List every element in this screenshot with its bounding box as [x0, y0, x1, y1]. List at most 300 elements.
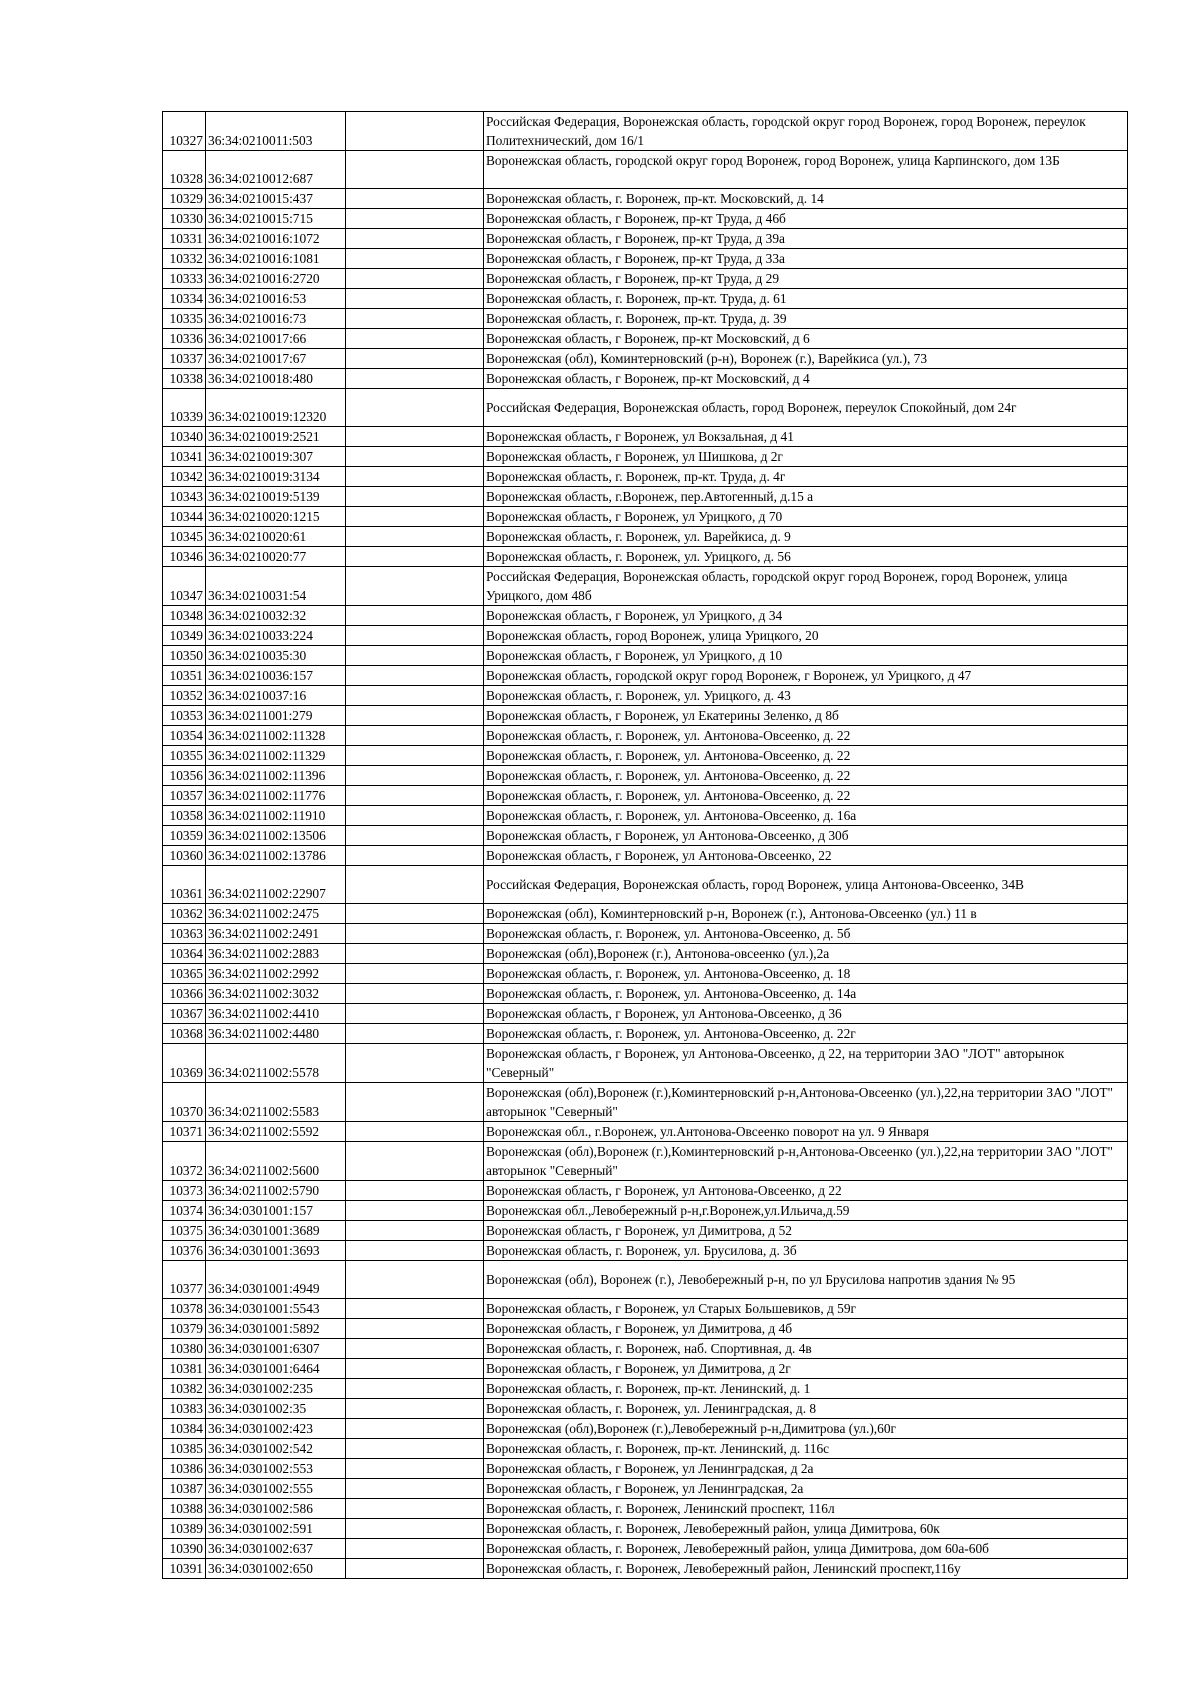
- address-cell: Воронежская область, г Воронеж, ул Димитрова, д 4б: [484, 1319, 1128, 1339]
- cadastral-number-cell: 36:34:0210017:67: [206, 349, 346, 369]
- address-cell: Воронежская область, г Воронеж, ул Ленинградская, 2а: [484, 1479, 1128, 1499]
- empty-cell: [346, 1519, 484, 1539]
- table-row: [163, 507, 1128, 527]
- table-row: [163, 547, 1128, 567]
- table-row: [163, 944, 1128, 964]
- table-row: [163, 487, 1128, 507]
- empty-cell: [346, 1419, 484, 1439]
- row-number-cell: 10390: [163, 1539, 206, 1559]
- table-row: [163, 349, 1128, 369]
- address-cell: Воронежская область, г. Воронеж, пр-кт. Ленинский, д. 116с: [484, 1439, 1128, 1459]
- table-row: [163, 112, 1128, 151]
- empty-cell: [346, 726, 484, 746]
- empty-cell: [346, 1479, 484, 1499]
- empty-cell: [346, 209, 484, 229]
- row-number-cell: 10332: [163, 249, 206, 269]
- row-number-cell: 10328: [163, 151, 206, 189]
- empty-cell: [346, 1221, 484, 1241]
- empty-cell: [346, 1201, 484, 1221]
- address-cell: Воронежская область, г Воронеж, ул Антонова-Овсеенко, 22: [484, 846, 1128, 866]
- table-row: [163, 1519, 1128, 1539]
- row-number-cell: 10330: [163, 209, 206, 229]
- table-row: [163, 1559, 1128, 1579]
- row-number-cell: 10338: [163, 369, 206, 389]
- address-cell: Воронежская область, г. Воронеж, пр-кт. Труда, д. 61: [484, 289, 1128, 309]
- cadastral-number-cell: 36:34:0210016:2720: [206, 269, 346, 289]
- table-row: [163, 1299, 1128, 1319]
- empty-cell: [346, 547, 484, 567]
- empty-cell: [346, 1004, 484, 1024]
- empty-cell: [346, 666, 484, 686]
- address-cell: Воронежская область, г. Воронеж, наб. Спортивная, д. 4в: [484, 1339, 1128, 1359]
- address-cell: Воронежская область, город Воронеж, улица Урицкого, 20: [484, 626, 1128, 646]
- empty-cell: [346, 229, 484, 249]
- address-cell: Воронежская (обл), Воронеж (г.), Левобережный р-н, по ул Брусилова напротив здания № 95: [484, 1261, 1128, 1299]
- row-number-cell: 10343: [163, 487, 206, 507]
- row-number-cell: 10373: [163, 1181, 206, 1201]
- row-number-cell: 10356: [163, 766, 206, 786]
- table-row: [163, 1399, 1128, 1419]
- row-number-cell: 10358: [163, 806, 206, 826]
- empty-cell: [346, 1379, 484, 1399]
- cadastral-number-cell: 36:34:0211002:3032: [206, 984, 346, 1004]
- table-row: [163, 309, 1128, 329]
- row-number-cell: 10355: [163, 746, 206, 766]
- table-row: [163, 467, 1128, 487]
- cadastral-number-cell: 36:34:0211002:5600: [206, 1142, 346, 1181]
- cadastral-number-cell: 36:34:0211002:13506: [206, 826, 346, 846]
- address-cell: Российская Федерация, Воронежская область, городской округ город Воронеж, город Воронеж, переулок Политехнический, дом 16/1: [484, 112, 1128, 151]
- address-cell: Российская Федерация, Воронежская область, город Воронеж, улица Антонова-Овсеенко, 34В: [484, 866, 1128, 904]
- empty-cell: [346, 1399, 484, 1419]
- empty-cell: [346, 1299, 484, 1319]
- cadastral-number-cell: 36:34:0211002:5790: [206, 1181, 346, 1201]
- address-cell: Российская Федерация, Воронежская область, городской округ город Воронеж, город Воронеж, улица Урицкого, дом 48б: [484, 567, 1128, 606]
- empty-cell: [346, 427, 484, 447]
- empty-cell: [346, 249, 484, 269]
- empty-cell: [346, 1241, 484, 1261]
- empty-cell: [346, 746, 484, 766]
- table-row: [163, 846, 1128, 866]
- address-cell: Воронежская (обл),Воронеж (г.), Антонова-овсеенко (ул.),2а: [484, 944, 1128, 964]
- address-cell: Российская Федерация, Воронежская область, город Воронеж, переулок Спокойный, дом 24г: [484, 389, 1128, 427]
- address-cell: Воронежская область, г Воронеж, ул Урицкого, д 34: [484, 606, 1128, 626]
- table-row: [163, 1339, 1128, 1359]
- cadastral-number-cell: 36:34:0210036:157: [206, 666, 346, 686]
- cadastral-number-cell: 36:34:0210019:12320: [206, 389, 346, 427]
- row-number-cell: 10391: [163, 1559, 206, 1579]
- address-cell: Воронежская область, г. Воронеж, ул. Урицкого, д. 43: [484, 686, 1128, 706]
- cadastral-number-cell: 36:34:0210020:1215: [206, 507, 346, 527]
- cadastral-number-cell: 36:34:0210016:53: [206, 289, 346, 309]
- table-row: [163, 1221, 1128, 1241]
- table-row: [163, 1459, 1128, 1479]
- table-row: [163, 606, 1128, 626]
- cadastral-number-cell: 36:34:0211002:11910: [206, 806, 346, 826]
- address-cell: Воронежская область, г Воронеж, ул Димитрова, д 2г: [484, 1359, 1128, 1379]
- table-row: [163, 567, 1128, 606]
- address-cell: Воронежская область, г Воронеж, пр-кт Труда, д 46б: [484, 209, 1128, 229]
- address-cell: Воронежская область, городской округ город Воронеж, г Воронеж, ул Урицкого, д 47: [484, 666, 1128, 686]
- cadastral-number-cell: 36:34:0211002:11328: [206, 726, 346, 746]
- empty-cell: [346, 984, 484, 1004]
- row-number-cell: 10336: [163, 329, 206, 349]
- empty-cell: [346, 964, 484, 984]
- row-number-cell: 10354: [163, 726, 206, 746]
- address-cell: Воронежская область, г Воронеж, ул Антонова-Овсеенко, д 30б: [484, 826, 1128, 846]
- row-number-cell: 10383: [163, 1399, 206, 1419]
- empty-cell: [346, 1261, 484, 1299]
- row-number-cell: 10352: [163, 686, 206, 706]
- table-row: [163, 447, 1128, 467]
- empty-cell: [346, 904, 484, 924]
- empty-cell: [346, 1142, 484, 1181]
- empty-cell: [346, 806, 484, 826]
- cadastral-number-cell: 36:34:0211002:11776: [206, 786, 346, 806]
- row-number-cell: 10374: [163, 1201, 206, 1221]
- cadastral-number-cell: 36:34:0210011:503: [206, 112, 346, 151]
- empty-cell: [346, 1122, 484, 1142]
- empty-cell: [346, 846, 484, 866]
- address-cell: Воронежская область, г. Воронеж, ул. Ленинградская, д. 8: [484, 1399, 1128, 1419]
- address-cell: Воронежская область, г. Воронеж, ул. Антонова-Овсеенко, д. 18: [484, 964, 1128, 984]
- empty-cell: [346, 467, 484, 487]
- row-number-cell: 10382: [163, 1379, 206, 1399]
- registry-table: [162, 111, 1128, 1579]
- address-cell: Воронежская область, г Воронеж, ул Димитрова, д 52: [484, 1221, 1128, 1241]
- cadastral-number-cell: 36:34:0211002:2883: [206, 944, 346, 964]
- cadastral-number-cell: 36:34:0301002:542: [206, 1439, 346, 1459]
- empty-cell: [346, 369, 484, 389]
- address-cell: Воронежская область, г. Воронеж, пр-кт. Труда, д. 39: [484, 309, 1128, 329]
- empty-cell: [346, 686, 484, 706]
- empty-cell: [346, 626, 484, 646]
- empty-cell: [346, 606, 484, 626]
- cadastral-number-cell: 36:34:0210020:77: [206, 547, 346, 567]
- table-row: [163, 646, 1128, 666]
- row-number-cell: 10353: [163, 706, 206, 726]
- table-row: [163, 527, 1128, 547]
- address-cell: Воронежская область, г. Воронеж, ул. Антонова-Овсеенко, д. 22: [484, 786, 1128, 806]
- row-number-cell: 10376: [163, 1241, 206, 1261]
- table-row: [163, 1359, 1128, 1379]
- address-cell: Воронежская область, г. Воронеж, пр-кт. Ленинский, д. 1: [484, 1379, 1128, 1399]
- address-cell: Воронежская область, г Воронеж, ул Вокзальная, д 41: [484, 427, 1128, 447]
- cadastral-number-cell: 36:34:0211002:4410: [206, 1004, 346, 1024]
- address-cell: Воронежская область, г Воронеж, ул Екатерины Зеленко, д 8б: [484, 706, 1128, 726]
- cadastral-number-cell: 36:34:0210016:73: [206, 309, 346, 329]
- cadastral-number-cell: 36:34:0301001:3689: [206, 1221, 346, 1241]
- row-number-cell: 10334: [163, 289, 206, 309]
- cadastral-number-cell: 36:34:0211002:13786: [206, 846, 346, 866]
- row-number-cell: 10357: [163, 786, 206, 806]
- row-number-cell: 10361: [163, 866, 206, 904]
- row-number-cell: 10365: [163, 964, 206, 984]
- table-row: [163, 289, 1128, 309]
- empty-cell: [346, 944, 484, 964]
- cadastral-number-cell: 36:34:0211002:2992: [206, 964, 346, 984]
- cadastral-number-cell: 36:34:0210012:687: [206, 151, 346, 189]
- table-row: [163, 269, 1128, 289]
- row-number-cell: 10359: [163, 826, 206, 846]
- table-row: [163, 1024, 1128, 1044]
- empty-cell: [346, 866, 484, 904]
- row-number-cell: 10347: [163, 567, 206, 606]
- cadastral-number-cell: 36:34:0210016:1072: [206, 229, 346, 249]
- table-row: [163, 686, 1128, 706]
- cadastral-number-cell: 36:34:0301002:235: [206, 1379, 346, 1399]
- row-number-cell: 10360: [163, 846, 206, 866]
- address-cell: Воронежская область, городской округ город Воронеж, город Воронеж, улица Карпинского, дом 13Б: [484, 151, 1128, 189]
- table-row: [163, 746, 1128, 766]
- empty-cell: [346, 1339, 484, 1359]
- empty-cell: [346, 112, 484, 151]
- table-row: [163, 924, 1128, 944]
- table-row: [163, 427, 1128, 447]
- table-row: [163, 151, 1128, 189]
- address-cell: Воронежская обл., г.Воронеж, ул.Антонова-Овсеенко поворот на ул. 9 Января: [484, 1122, 1128, 1142]
- row-number-cell: 10368: [163, 1024, 206, 1044]
- address-cell: Воронежская область, г. Воронеж, ул. Антонова-Овсеенко, д. 22: [484, 766, 1128, 786]
- row-number-cell: 10369: [163, 1044, 206, 1083]
- empty-cell: [346, 1499, 484, 1519]
- empty-cell: [346, 189, 484, 209]
- cadastral-number-cell: 36:34:0301001:4949: [206, 1261, 346, 1299]
- cadastral-number-cell: 36:34:0211002:11396: [206, 766, 346, 786]
- cadastral-number-cell: 36:34:0211002:4480: [206, 1024, 346, 1044]
- empty-cell: [346, 1439, 484, 1459]
- row-number-cell: 10351: [163, 666, 206, 686]
- empty-cell: [346, 646, 484, 666]
- empty-cell: [346, 1319, 484, 1339]
- row-number-cell: 10339: [163, 389, 206, 427]
- table-row: [163, 984, 1128, 1004]
- table-row: [163, 1083, 1128, 1122]
- empty-cell: [346, 1083, 484, 1122]
- empty-cell: [346, 766, 484, 786]
- table-row: [163, 1142, 1128, 1181]
- address-cell: Воронежская область, г Воронеж, ул Урицкого, д 10: [484, 646, 1128, 666]
- row-number-cell: 10342: [163, 467, 206, 487]
- cadastral-number-cell: 36:34:0301001:6464: [206, 1359, 346, 1379]
- empty-cell: [346, 1181, 484, 1201]
- address-cell: Воронежская область, г Воронеж, ул Урицкого, д 70: [484, 507, 1128, 527]
- address-cell: Воронежская (обл),Воронеж (г.),Левобережный р-н,Димитрова (ул.),60г: [484, 1419, 1128, 1439]
- table-row: [163, 1539, 1128, 1559]
- table-row: [163, 389, 1128, 427]
- address-cell: Воронежская область, г Воронеж, ул Антонова-Овсеенко, д 22, на территории ЗАО "ЛОТ" авторынок "Северный": [484, 1044, 1128, 1083]
- cadastral-number-cell: 36:34:0210020:61: [206, 527, 346, 547]
- address-cell: Воронежская область, г. Воронеж, Левобережный район, улица Димитрова, дом 60а-60б: [484, 1539, 1128, 1559]
- cadastral-number-cell: 36:34:0211002:11329: [206, 746, 346, 766]
- table-row: [163, 1319, 1128, 1339]
- empty-cell: [346, 924, 484, 944]
- table-row: [163, 866, 1128, 904]
- address-cell: Воронежская область, г. Воронеж, ул. Варейкиса, д. 9: [484, 527, 1128, 547]
- empty-cell: [346, 309, 484, 329]
- address-cell: Воронежская область, г Воронеж, пр-кт Московский, д 4: [484, 369, 1128, 389]
- table-row: [163, 806, 1128, 826]
- address-cell: Воронежская обл.,Левобережный р-н,г.Воронеж,ул.Ильича,д.59: [484, 1201, 1128, 1221]
- address-cell: Воронежская область, г Воронеж, ул Старых Большевиков, д 59г: [484, 1299, 1128, 1319]
- address-cell: Воронежская область, г.Воронеж, пер.Автогенный, д.15 а: [484, 487, 1128, 507]
- address-cell: Воронежская (обл),Воронеж (г.),Коминтерновский р-н,Антонова-Овсеенко (ул.),22,на территории ЗАО "ЛОТ" авторынок "Северный": [484, 1083, 1128, 1122]
- cadastral-number-cell: 36:34:0210019:2521: [206, 427, 346, 447]
- table-row: [163, 1044, 1128, 1083]
- row-number-cell: 10344: [163, 507, 206, 527]
- cadastral-number-cell: 36:34:0210033:224: [206, 626, 346, 646]
- table-row: [163, 1479, 1128, 1499]
- table-row: [163, 1419, 1128, 1439]
- cadastral-number-cell: 36:34:0211002:5583: [206, 1083, 346, 1122]
- table-row: [163, 249, 1128, 269]
- cadastral-number-cell: 36:34:0301002:650: [206, 1559, 346, 1579]
- cadastral-number-cell: 36:34:0210032:32: [206, 606, 346, 626]
- row-number-cell: 10341: [163, 447, 206, 467]
- row-number-cell: 10375: [163, 1221, 206, 1241]
- address-cell: Воронежская область, г. Воронеж, ул. Урицкого, д. 56: [484, 547, 1128, 567]
- cadastral-number-cell: 36:34:0301002:637: [206, 1539, 346, 1559]
- row-number-cell: 10329: [163, 189, 206, 209]
- empty-cell: [346, 826, 484, 846]
- cadastral-number-cell: 36:34:0210018:480: [206, 369, 346, 389]
- empty-cell: [346, 447, 484, 467]
- cadastral-number-cell: 36:34:0211002:22907: [206, 866, 346, 904]
- row-number-cell: 10372: [163, 1142, 206, 1181]
- cadastral-number-cell: 36:34:0301001:3693: [206, 1241, 346, 1261]
- empty-cell: [346, 527, 484, 547]
- cadastral-number-cell: 36:34:0211002:5592: [206, 1122, 346, 1142]
- cadastral-number-cell: 36:34:0211002:2491: [206, 924, 346, 944]
- empty-cell: [346, 1359, 484, 1379]
- empty-cell: [346, 389, 484, 427]
- cadastral-number-cell: 36:34:0301002:553: [206, 1459, 346, 1479]
- table-row: [163, 1122, 1128, 1142]
- row-number-cell: 10384: [163, 1419, 206, 1439]
- table-row: [163, 904, 1128, 924]
- table-row: [163, 189, 1128, 209]
- empty-cell: [346, 349, 484, 369]
- empty-cell: [346, 706, 484, 726]
- row-number-cell: 10331: [163, 229, 206, 249]
- table-row: [163, 706, 1128, 726]
- table-row: [163, 229, 1128, 249]
- address-cell: Воронежская область, г. Воронеж, ул. Брусилова, д. 3б: [484, 1241, 1128, 1261]
- row-number-cell: 10349: [163, 626, 206, 646]
- table-row: [163, 209, 1128, 229]
- address-cell: Воронежская область, г. Воронеж, Левобережный район, улица Димитрова, 60к: [484, 1519, 1128, 1539]
- table-row: [163, 826, 1128, 846]
- table-row: [163, 1379, 1128, 1399]
- row-number-cell: 10327: [163, 112, 206, 151]
- row-number-cell: 10335: [163, 309, 206, 329]
- address-cell: Воронежская область, г. Воронеж, ул. Антонова-Овсеенко, д. 16а: [484, 806, 1128, 826]
- row-number-cell: 10366: [163, 984, 206, 1004]
- empty-cell: [346, 567, 484, 606]
- row-number-cell: 10333: [163, 269, 206, 289]
- address-cell: Воронежская область, г Воронеж, пр-кт Труда, д 29: [484, 269, 1128, 289]
- table-row: [163, 1004, 1128, 1024]
- table-row: [163, 1439, 1128, 1459]
- cadastral-number-cell: 36:34:0301001:157: [206, 1201, 346, 1221]
- table-row: [163, 766, 1128, 786]
- table-row: [163, 1201, 1128, 1221]
- empty-cell: [346, 1459, 484, 1479]
- empty-cell: [346, 507, 484, 527]
- table-row: [163, 786, 1128, 806]
- table-row: [163, 1181, 1128, 1201]
- row-number-cell: 10379: [163, 1319, 206, 1339]
- cadastral-number-cell: 36:34:0210016:1081: [206, 249, 346, 269]
- cadastral-number-cell: 36:34:0210031:54: [206, 567, 346, 606]
- row-number-cell: 10380: [163, 1339, 206, 1359]
- address-cell: Воронежская область, г. Воронеж, пр-кт. Московский, д. 14: [484, 189, 1128, 209]
- empty-cell: [346, 1044, 484, 1083]
- registry-table-body: [163, 112, 1128, 1579]
- table-row: [163, 726, 1128, 746]
- table-row: [163, 1241, 1128, 1261]
- cadastral-number-cell: 36:34:0210019:3134: [206, 467, 346, 487]
- table-row: [163, 369, 1128, 389]
- address-cell: Воронежская область, г. Воронеж, Левобережный район, Ленинский проспект,116у: [484, 1559, 1128, 1579]
- address-cell: Воронежская область, г Воронеж, ул Антонова-Овсеенко, д 36: [484, 1004, 1128, 1024]
- table-row: [163, 964, 1128, 984]
- cadastral-number-cell: 36:34:0301002:423: [206, 1419, 346, 1439]
- cadastral-number-cell: 36:34:0301002:586: [206, 1499, 346, 1519]
- cadastral-number-cell: 36:34:0210019:307: [206, 447, 346, 467]
- address-cell: Воронежская область, г Воронеж, пр-кт Московский, д 6: [484, 329, 1128, 349]
- address-cell: Воронежская область, г Воронеж, пр-кт Труда, д 33а: [484, 249, 1128, 269]
- empty-cell: [346, 289, 484, 309]
- cadastral-number-cell: 36:34:0301002:555: [206, 1479, 346, 1499]
- address-cell: Воронежская область, г. Воронеж, ул. Антонова-Овсеенко, д. 5б: [484, 924, 1128, 944]
- row-number-cell: 10362: [163, 904, 206, 924]
- cadastral-number-cell: 36:34:0210017:66: [206, 329, 346, 349]
- row-number-cell: 10350: [163, 646, 206, 666]
- cadastral-number-cell: 36:34:0210019:5139: [206, 487, 346, 507]
- row-number-cell: 10363: [163, 924, 206, 944]
- address-cell: Воронежская область, г. Воронеж, пр-кт. Труда, д. 4г: [484, 467, 1128, 487]
- address-cell: Воронежская область, г Воронеж, ул Антонова-Овсеенко, д 22: [484, 1181, 1128, 1201]
- row-number-cell: 10381: [163, 1359, 206, 1379]
- row-number-cell: 10388: [163, 1499, 206, 1519]
- row-number-cell: 10348: [163, 606, 206, 626]
- address-cell: Воронежская область, г. Воронеж, ул. Антонова-Овсеенко, д. 14а: [484, 984, 1128, 1004]
- cadastral-number-cell: 36:34:0211002:5578: [206, 1044, 346, 1083]
- row-number-cell: 10385: [163, 1439, 206, 1459]
- address-cell: Воронежская область, г Воронеж, пр-кт Труда, д 39а: [484, 229, 1128, 249]
- empty-cell: [346, 1539, 484, 1559]
- cadastral-number-cell: 36:34:0210035:30: [206, 646, 346, 666]
- address-cell: Воронежская область, г. Воронеж, ул. Антонова-Овсеенко, д. 22: [484, 746, 1128, 766]
- table-row: [163, 1261, 1128, 1299]
- cadastral-number-cell: 36:34:0211002:2475: [206, 904, 346, 924]
- cadastral-number-cell: 36:34:0211001:279: [206, 706, 346, 726]
- table-row: [163, 1499, 1128, 1519]
- row-number-cell: 10389: [163, 1519, 206, 1539]
- row-number-cell: 10386: [163, 1459, 206, 1479]
- row-number-cell: 10387: [163, 1479, 206, 1499]
- row-number-cell: 10345: [163, 527, 206, 547]
- table-row: [163, 626, 1128, 646]
- table-row: [163, 329, 1128, 349]
- address-cell: Воронежская (обл), Коминтерновский (р-н), Воронеж (г.), Варейкиса (ул.), 73: [484, 349, 1128, 369]
- cadastral-number-cell: 36:34:0301001:6307: [206, 1339, 346, 1359]
- empty-cell: [346, 269, 484, 289]
- row-number-cell: 10377: [163, 1261, 206, 1299]
- row-number-cell: 10346: [163, 547, 206, 567]
- address-cell: Воронежская (обл), Коминтерновский р-н, Воронеж (г.), Антонова-Овсеенко (ул.) 11 в: [484, 904, 1128, 924]
